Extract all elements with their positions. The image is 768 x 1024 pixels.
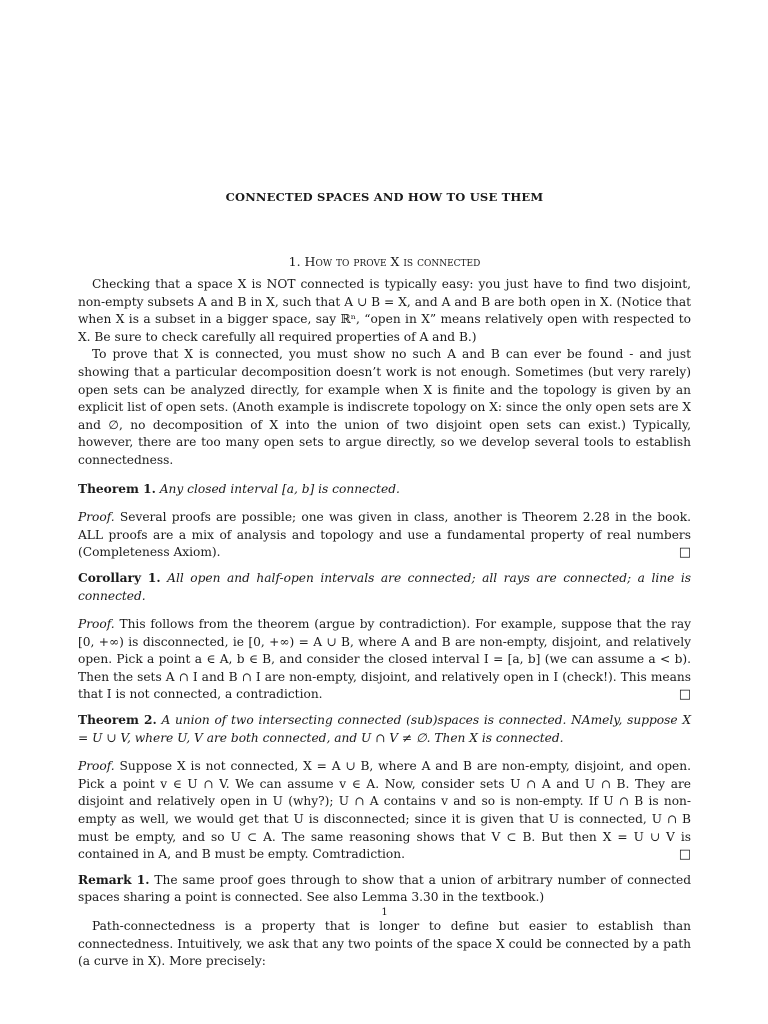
paper-body [78,276,691,971]
qed-symbol: □ [678,687,691,703]
paragraph-path-connected: Path-connectedness is a property that is longer to define but easier to establish than connectedness. Intuitively, we ask that any two points of the space X could be connected by a path (a curve in X). More precisely: [78,919,691,969]
page-number: 1 [381,907,388,918]
theorem-2 [78,712,691,747]
proof-3-text: Suppose X is not connected, X = A ∪ B, where A and B are non-empty, disjoint, and open. Pick a point v ∈ U ∩ V. We can assume v ∈ A. Now, consider sets U ∩ A and U ∩ B. They are disjoint and relatively open in U (why?); U ∩ A contains v and so is non-empty. If U ∩ B is non-empty as well, we would get that U is disconnected; since it is given that U is connected, U ∩ B must be empty, and so U ⊂ A. The same reasoning shows that V ⊂ B. But then X = U ∪ V is contained in A, and B must be empty. Comtradiction. [78,759,691,862]
corollary-1-label: Corollary 1. [78,570,161,585]
qed-symbol: □ [678,545,691,561]
theorem-2-label: Theorem 2. [78,713,157,728]
proof-2-label: Proof. [78,617,115,632]
remark-1-label: Remark 1. [78,872,150,887]
section-heading: 1. How to prove X is connected [288,254,481,269]
remark-1-text: The same proof goes through to show that a union of arbitrary number of connected spaces sharing a point is connected. See also Lemma 3.30 in the textbook.) [78,872,691,905]
theorem-1-label: Theorem 1. [78,481,156,496]
paragraph-intro: Checking that a space X is NOT connected is typically easy: you just have to find two disjoint, non-empty subsets A and B in X, such that A ∪ B = X, and A and B are both open in X. (Notice that when X is a subset in a bigger space, say ℝⁿ, “open in X” means relatively open with respected to X. Be sure to check carefully all required properties of A and B.) [78,277,691,344]
proof-1 [78,509,691,562]
proof-2-text: This follows from the theorem (argue by contradiction). For example, suppose that the ray [0, +∞) is disconnected, ie [0, +∞) = A ∪ B, where A and B are non-empty, disjoint, and relatively open. Pick a point a ∈ A, b ∈ B, and consider the closed interval I = [a, b] (we can assume a < b). Then the sets A ∩ I and B ∩ I are non-empty, disjoint, and relatively open in I (check!). This means that I is not connected, a contradiction. [78,617,691,702]
remark-1 [78,872,691,907]
theorem-1-text: Any closed interval [a, b] is connected. [159,481,400,496]
proof-3 [78,758,691,864]
proof-3-label: Proof. [78,759,115,774]
paragraph-approach: To prove that X is connected, you must show no such A and B can ever be found - and just showing that a particular decomposition doesn’t work is not enough. Sometimes (but very rarely) open sets can be analyzed directly, for example when X is finite and the topology is given by an explicit list of open sets. (Anoth example is indiscrete topology on X: since the only open sets are X and ∅, no decomposition of X into the union of two disjoint open sets can exist.) Typically, however, there are too many open sets to argue directly, so we develop several tools to establish connectedness. [78,347,691,467]
corollary-1-text: All open and half-open intervals are connected; all rays are connected; a line is connected. [78,570,691,603]
proof-1-label: Proof. [78,510,115,525]
paper-title: CONNECTED SPACES AND HOW TO USE THEM [225,190,544,204]
corollary-1 [78,570,691,605]
proof-1-text: Several proofs are possible; one was given in class, another is Theorem 2.28 in the book. ALL proofs are a mix of analysis and topology and use a fundamental property of real numbers (Completeness Axiom). [78,510,691,560]
paper-page [78,0,691,1024]
theorem-2-text: A union of two intersecting connected (sub)spaces is connected. NAmely, suppose X = U ∪ V, where U, V are both connected, and U ∩ V ≠ ∅. Then X is connected. [78,713,692,745]
proof-2 [78,616,691,704]
qed-symbol: □ [678,847,691,863]
theorem-1 [78,481,691,499]
